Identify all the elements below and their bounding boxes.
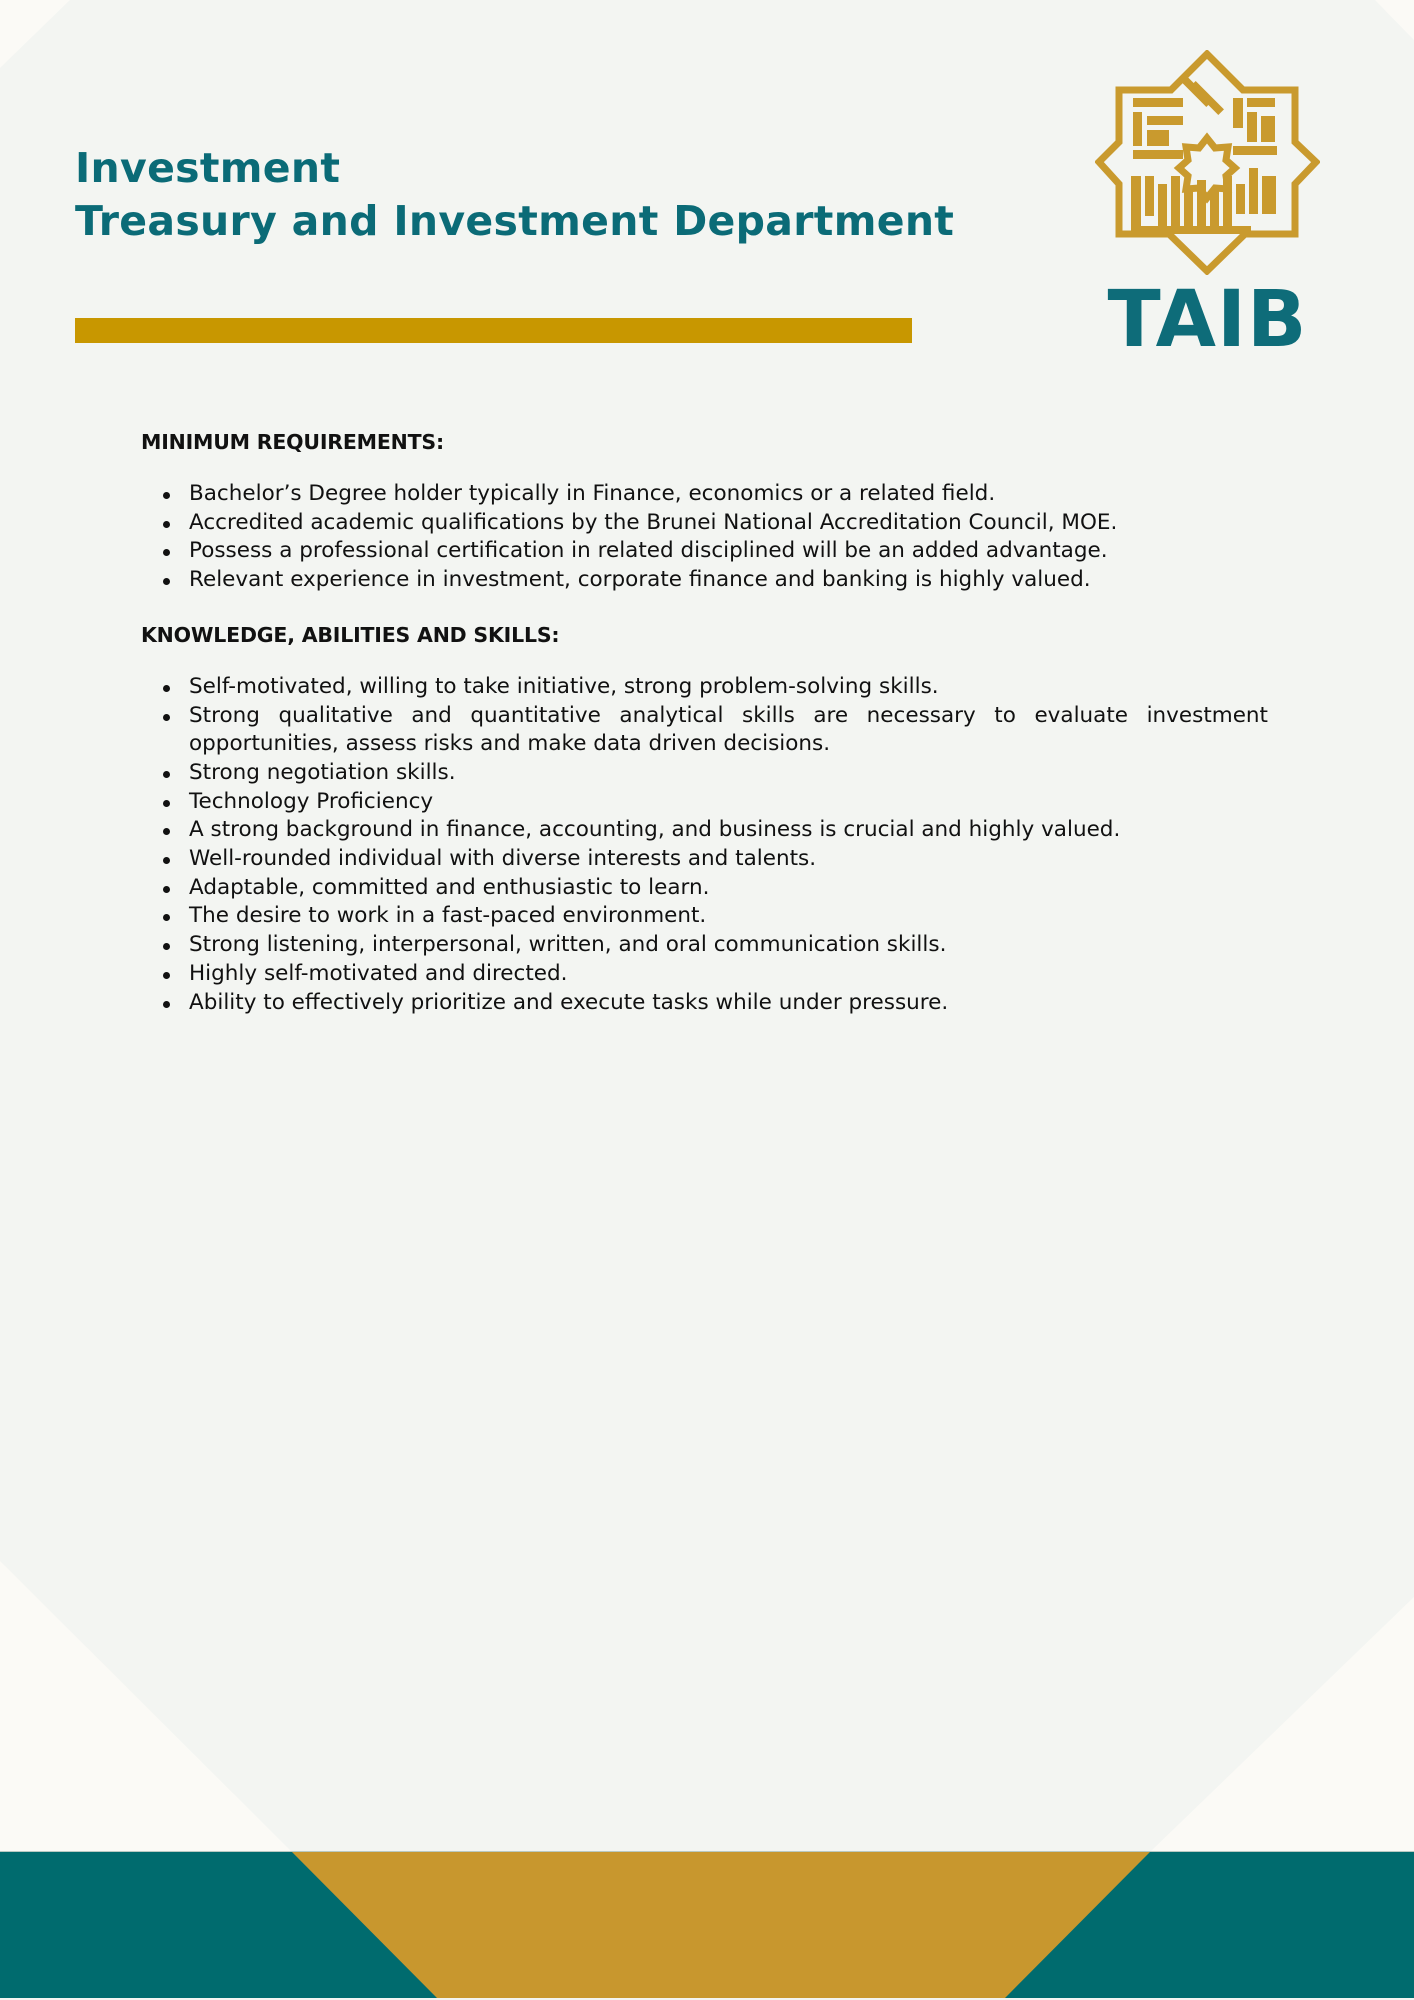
- list-item: Highly self-motivated and directed.: [141, 960, 1273, 989]
- kufic-star-emblem-icon: [1095, 50, 1320, 275]
- list-item: Strong listening, interpersonal, written, and oral communication skills.: [141, 931, 1273, 960]
- footer-band-gold-trapezoid: [292, 1852, 1150, 1998]
- list-item: Accredited academic qualifications by the Brunei National Accreditation Council, MOE.: [141, 509, 1273, 538]
- taib-logo: [1095, 50, 1320, 365]
- job-requirements: [141, 424, 1273, 1017]
- list-item: Technology Proficiency: [141, 788, 1273, 817]
- corner-triangle-top-left: [0, 0, 70, 68]
- list-item: Ability to effectively prioritize and execute tasks while under pressure.: [141, 989, 1273, 1018]
- list-item: Bachelor’s Degree holder typically in Finance, economics or a related field.: [141, 480, 1273, 509]
- section-minimum-requirements: [141, 424, 1273, 595]
- requirements-list: [141, 480, 1273, 595]
- list-item: Relevant experience in investment, corporate finance and banking is highly valued.: [141, 566, 1273, 595]
- skills-list: [141, 673, 1273, 1017]
- corner-triangle-top-right: [1375, 0, 1414, 40]
- corner-triangle-bottom-right: [1150, 1597, 1414, 1852]
- section-knowledge-abilities-skills: [141, 617, 1273, 1017]
- list-item: Possess a professional certification in related disciplined will be an added advantage.: [141, 537, 1273, 566]
- list-item: Strong negotiation skills.: [141, 759, 1273, 788]
- centre-star-icon: [1179, 138, 1235, 198]
- list-item: Strong qualitative and quantitative analytical skills are necessary to evaluate investment opportunities, assess risks and make data driven decisions.: [141, 702, 1273, 759]
- list-item: Self-motivated, willing to take initiative, strong problem-solving skills.: [141, 673, 1273, 702]
- title-underline-bar: [75, 318, 912, 343]
- list-item: A strong background in finance, accounting, and business is crucial and highly valued.: [141, 816, 1273, 845]
- title-line-position: Investment: [75, 144, 341, 192]
- list-item: Well-rounded individual with diverse interests and talents.: [141, 845, 1273, 874]
- logo-wordmark: TAIB: [1107, 275, 1308, 365]
- corner-triangle-bottom-left: [0, 1561, 292, 1852]
- list-item: Adaptable, committed and enthusiastic to learn.: [141, 874, 1273, 903]
- list-item: The desire to work in a fast-paced environment.: [141, 902, 1273, 931]
- title-line-department: Treasury and Investment Department: [75, 197, 955, 245]
- section-heading: KNOWLEDGE, ABILITIES AND SKILLS:: [141, 622, 560, 647]
- section-heading: MINIMUM REQUIREMENTS:: [141, 430, 444, 454]
- page-title: [75, 142, 954, 248]
